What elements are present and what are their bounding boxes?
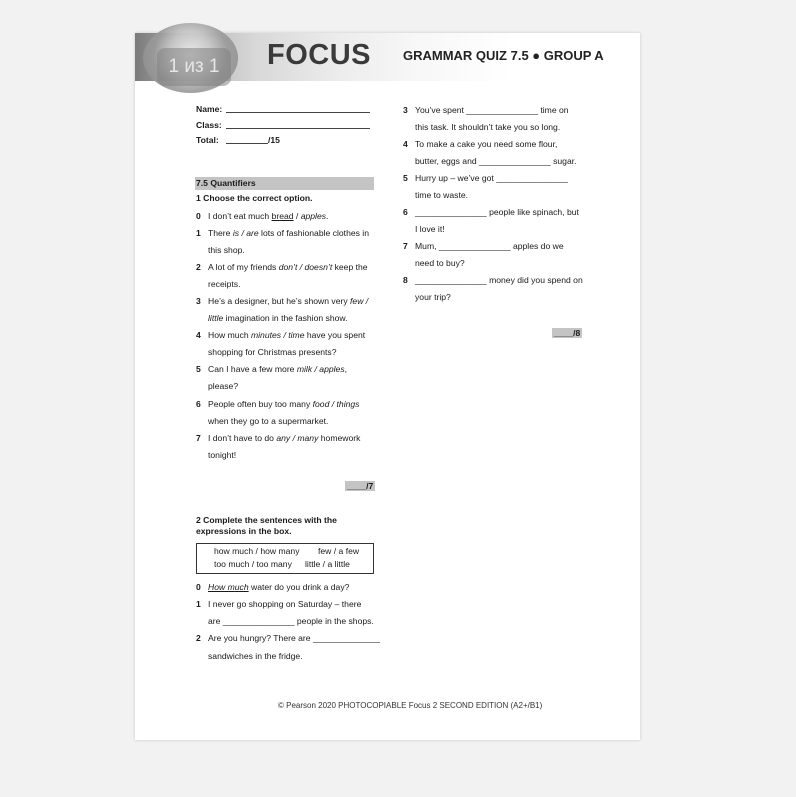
ex1-item-7-line1: I don’t have to do any / many homework	[208, 433, 361, 443]
ex1-item-5-line1: Can I have a few more milk / apples,	[208, 364, 348, 374]
ex1-item-number: 4	[196, 330, 201, 340]
ex2-item-2-line1: Are you hungry? There are ______________	[208, 633, 380, 643]
ex2-item-1-line1: I never go shopping on Saturday – there	[208, 599, 362, 609]
copyright-footer: © Pearson 2020 PHOTOCOPIABLE Focus 2 SECOND EDITION (A2+/B1)	[278, 701, 543, 710]
ex2-item-7-line1: Mum, _______________ apples do we	[415, 241, 564, 251]
ex2-item-number: 6	[403, 207, 408, 217]
ex1-item-number: 6	[196, 399, 201, 409]
ex2-item-4-line2: butter, eggs and _______________ sugar.	[415, 156, 577, 166]
ex2-item-number: 8	[403, 275, 408, 285]
exercise1-score: ____/7	[347, 481, 374, 491]
ex2-item-number: 1	[196, 599, 201, 609]
ex1-item-number: 5	[196, 364, 201, 374]
ex1-item-5-line2: please?	[208, 381, 239, 391]
ex2-item-number: 5	[403, 173, 408, 183]
ex2-item-number: 0	[196, 582, 201, 592]
name-label: Name:	[196, 104, 223, 114]
ex1-item-7-line2: tonight!	[208, 450, 237, 460]
name-line	[226, 112, 370, 113]
ex2-item-7-line2: need to buy?	[415, 258, 465, 268]
box-expression: few / a few	[318, 546, 360, 556]
exercise2-score: ____/8	[554, 328, 581, 338]
ex1-item-number: 1	[196, 228, 201, 238]
ex1-item-4-line1: How much minutes / time have you spent	[208, 330, 366, 340]
ex1-item-number: 2	[196, 262, 201, 272]
ex2-item-3-line1: You’ve spent _______________ time on	[415, 105, 569, 115]
ex1-item-3-line2: little imagination in the fashion show.	[208, 313, 348, 323]
exercise2-instruction-line2: expressions in the box.	[196, 526, 292, 536]
ex1-item-6-line2: when they go to a supermarket.	[208, 416, 329, 426]
total-label: Total:	[196, 135, 219, 145]
ex1-item-number: 0	[196, 211, 201, 221]
ex1-item-4-line2: shopping for Christmas presents?	[208, 347, 337, 357]
box-expression: little / a little	[305, 559, 350, 569]
focus-logo: FOCUS	[267, 39, 371, 71]
ex1-item-number: 3	[196, 296, 201, 306]
ex2-item-5-line1: Hurry up – we’ve got _______________	[415, 173, 568, 183]
ex1-item-2-line1: A lot of my friends don’t / doesn’t keep the	[208, 262, 368, 272]
quiz-title: GRAMMAR QUIZ 7.5 ● GROUP A	[403, 48, 604, 63]
ex1-item-0-line1: I don’t eat much bread / apples.	[208, 211, 329, 221]
section-title: 7.5 Quantifiers	[196, 178, 256, 188]
ex2-item-5-line2: time to waste.	[415, 190, 469, 200]
box-expression: too much / too many	[214, 559, 292, 569]
box-expression: how much / how many	[214, 546, 300, 556]
ex2-item-2-line2: sandwiches in the fridge.	[208, 651, 303, 661]
ex1-item-3-line1: He’s a designer, but he’s shown very few /	[208, 296, 369, 306]
ex2-item-8-line2: your trip?	[415, 292, 451, 302]
ex1-item-6-line1: People often buy too many food / things	[208, 399, 360, 409]
ex2-item-8-line1: _______________ money did you spend on	[415, 275, 583, 285]
ex1-item-1-line2: this shop.	[208, 245, 245, 255]
total-max: /15	[268, 135, 280, 145]
ex2-item-number: 7	[403, 241, 408, 251]
ex1-item-2-line2: receipts.	[208, 279, 241, 289]
ex2-item-6-line1: _______________ people like spinach, but	[415, 207, 579, 217]
class-label: Class:	[196, 120, 222, 130]
ex2-item-0-line1: How much water do you drink a day?	[208, 582, 350, 592]
exercise2-instruction-line1: 2 Complete the sentences with the	[196, 515, 337, 525]
ex2-item-3-line2: this task. It shouldn’t take you so long.	[415, 122, 561, 132]
class-line	[226, 128, 370, 129]
ex2-item-1-line2: are _______________ people in the shops.	[208, 616, 374, 626]
ex2-item-number: 2	[196, 633, 201, 643]
ex2-item-number: 3	[403, 105, 408, 115]
exercise1-instruction: 1 Choose the correct option.	[196, 193, 313, 203]
page-indicator-badge: 1 из 1	[157, 48, 231, 86]
ex2-item-6-line2: I love it!	[415, 224, 445, 234]
total-line	[226, 143, 268, 144]
ex1-item-1-line1: There is / are lots of fashionable clothes in	[208, 228, 369, 238]
ex2-item-number: 4	[403, 139, 408, 149]
ex1-item-number: 7	[196, 433, 201, 443]
ex2-item-4-line1: To make a cake you need some flour,	[415, 139, 558, 149]
